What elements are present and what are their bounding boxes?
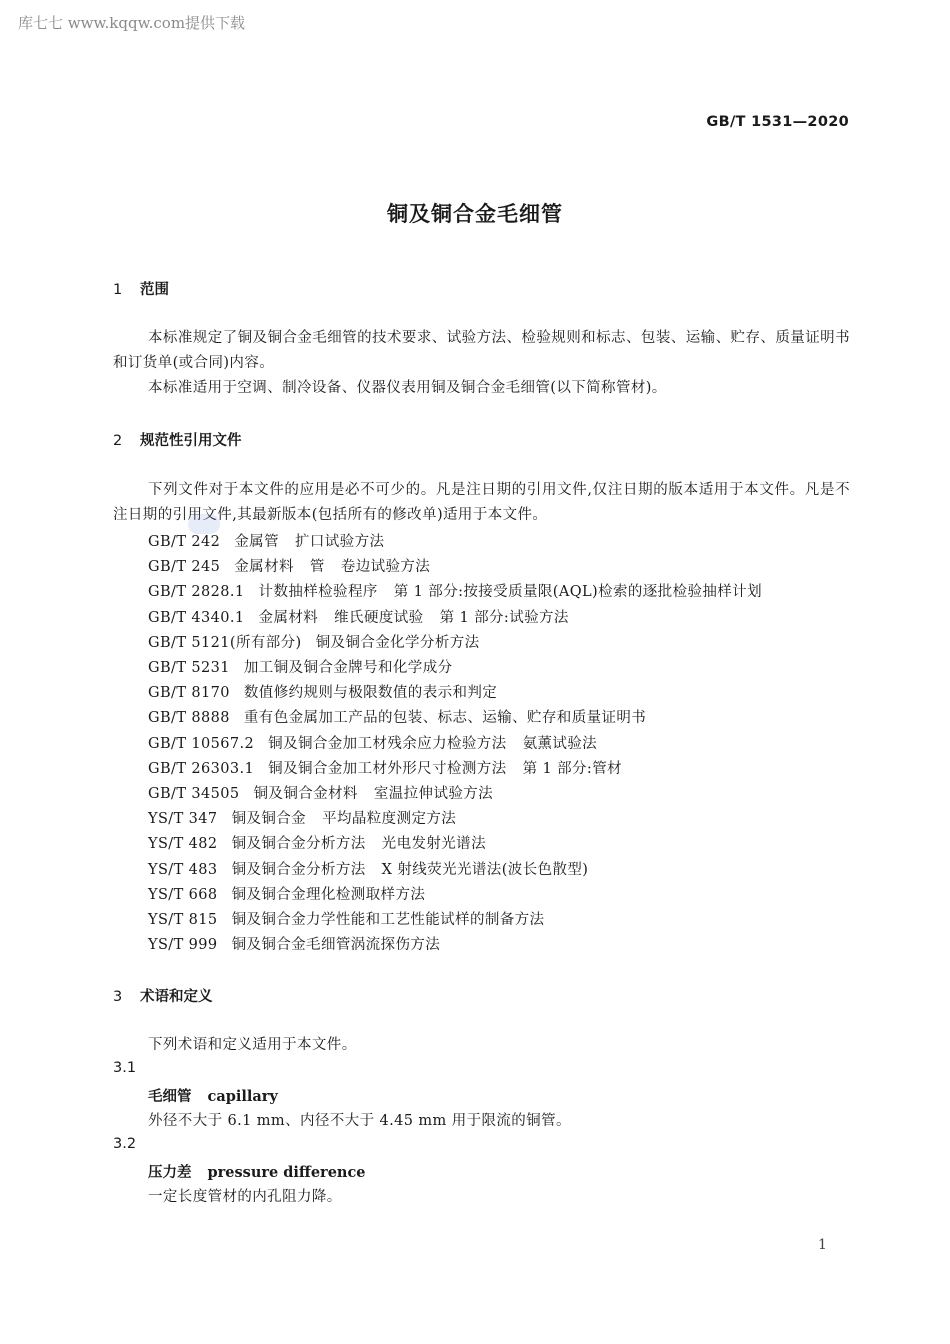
- reference-code: YS/T 999: [148, 937, 218, 954]
- section-number: 1: [113, 282, 123, 298]
- reference-title-part: 铜及铜合金材料: [253, 786, 358, 802]
- term-chinese: 毛细管: [148, 1089, 192, 1105]
- reference-title-part: 铜及铜合金加工材残余应力检验方法: [268, 735, 507, 752]
- reference-title-part: 铜及铜合金力学性能和工艺性能试样的制备方法: [231, 912, 545, 928]
- reference-title-part: 氨薰试验法: [522, 735, 598, 752]
- section-1-heading: [113, 278, 169, 299]
- reference-item: [148, 606, 569, 627]
- reference-title-part: 第 1 部分:管材: [522, 760, 623, 777]
- watermark-text: 库七七 www.kqqw.com提供下载: [18, 14, 246, 32]
- section-2-paragraph-1: 下列文件对于本文件的应用是必不可少的。凡是注日期的引用文件,仅注日期的版本适用于本文件。凡是不注日期的引用文件,其最新版本(包括所有的修改单)适用于本文件。: [113, 482, 850, 523]
- reference-item: [148, 807, 456, 828]
- reference-code: GB/T 8170: [148, 685, 230, 702]
- reference-title-part: 铜及铜合金加工材外形尺寸检测方法: [268, 760, 507, 777]
- section-title: 术语和定义: [140, 989, 213, 1005]
- reference-item: [148, 757, 622, 778]
- section-number: 3: [113, 989, 123, 1005]
- reference-title-part: 重有色金属加工产品的包装、标志、运输、贮存和质量证明书: [243, 710, 647, 727]
- reference-item: [148, 883, 425, 904]
- term-3-1-number: 3.1: [113, 1060, 137, 1076]
- reference-title-part: 金属管: [234, 534, 279, 550]
- reference-title-part: X 射线荧光光谱法(波长色散型): [381, 861, 589, 878]
- reference-title-part: 第 1 部分:按接受质量限(AQL)检索的逐批检验抽样计划: [393, 584, 762, 601]
- section-3-paragraph-1: 下列术语和定义适用于本文件。: [148, 1037, 357, 1053]
- reference-item: [148, 908, 544, 929]
- reference-code: YS/T 815: [148, 912, 218, 928]
- reference-item: [148, 555, 430, 576]
- term-3-2: [148, 1161, 366, 1182]
- reference-title-part: 铜及铜合金毛细管涡流探伤方法: [231, 937, 441, 954]
- reference-code: GB/T 5231: [148, 660, 230, 676]
- reference-item: [148, 681, 497, 702]
- reference-title-part: 铜及铜合金分析方法: [231, 861, 366, 878]
- reference-item: [148, 580, 762, 601]
- reference-title-part: 室温拉伸试验方法: [373, 786, 494, 802]
- section-title: 规范性引用文件: [140, 433, 242, 449]
- reference-item: [148, 782, 493, 803]
- term-english: pressure difference: [207, 1164, 366, 1181]
- reference-item: [148, 832, 486, 853]
- term-english: capillary: [207, 1088, 278, 1105]
- page-number: 1: [818, 1237, 827, 1253]
- section-1-paragraph-1: 本标准规定了铜及铜合金毛细管的技术要求、试验方法、检验规则和标志、包装、运输、贮存、质量证明书和订货单(或合同)内容。: [113, 330, 850, 371]
- section-1-paragraph-2: 本标准适用于空调、制冷设备、仪器仪表用铜及铜合金毛细管(以下简称管材)。: [148, 380, 667, 396]
- reference-title-part: 铜及铜合金: [231, 811, 307, 828]
- reference-code: GB/T 2828.1: [148, 584, 245, 601]
- section-title: 范围: [140, 282, 169, 298]
- reference-code: GB/T 5121(所有部分): [148, 634, 302, 651]
- reference-code: YS/T 668: [148, 886, 218, 903]
- reference-title-part: 铜及铜合金理化检测取样方法: [231, 886, 426, 903]
- reference-title-part: 金属材料: [234, 559, 294, 576]
- reference-title-part: 平均晶粒度测定方法: [322, 811, 457, 828]
- reference-code: YS/T 483: [148, 861, 218, 878]
- term-3-2-definition: 一定长度管材的内孔阻力降。: [148, 1189, 342, 1205]
- reference-title-part: 卷边试验方法: [340, 559, 431, 576]
- reference-code: GB/T 26303.1: [148, 760, 255, 777]
- reference-code: GB/T 34505: [148, 786, 240, 802]
- section-number: 2: [113, 433, 123, 449]
- reference-title-part: 金属材料: [258, 609, 319, 626]
- reference-title-part: 扩口试验方法: [294, 534, 385, 550]
- reference-title-part: 第 1 部分:试验方法: [439, 609, 569, 626]
- reference-item: [148, 656, 453, 677]
- reference-title-part: 计数抽样检验程序: [258, 584, 378, 601]
- reference-item: [148, 858, 588, 879]
- term-3-2-number: 3.2: [113, 1136, 137, 1152]
- reference-code: GB/T 10567.2: [148, 735, 255, 752]
- reference-code: GB/T 242: [148, 534, 221, 550]
- document-title: 铜及铜合金毛细管: [387, 202, 563, 226]
- reference-item: [148, 732, 597, 753]
- reference-item: [148, 530, 384, 551]
- term-3-1-definition: 外径不大于 6.1 mm、内径不大于 4.45 mm 用于限流的铜管。: [148, 1113, 571, 1129]
- reference-title-part: 数值修约规则与极限数值的表示和判定: [243, 685, 498, 702]
- reference-code: YS/T 482: [148, 836, 218, 853]
- reference-item: [148, 631, 480, 652]
- reference-title-part: 铜及铜合金分析方法: [231, 836, 366, 853]
- term-chinese: 压力差: [148, 1165, 192, 1181]
- reference-item: [148, 706, 646, 727]
- reference-code: GB/T 4340.1: [148, 609, 245, 626]
- section-2-heading: [113, 429, 242, 450]
- reference-title-part: 维氏硬度试验: [334, 609, 424, 626]
- term-3-1: [148, 1085, 278, 1106]
- section-3-heading: [113, 985, 213, 1006]
- reference-code: GB/T 245: [148, 559, 221, 576]
- reference-title-part: 铜及铜合金化学分析方法: [315, 634, 480, 651]
- reference-title-part: 加工铜及铜合金牌号和化学成分: [243, 660, 453, 676]
- reference-code: GB/T 8888: [148, 710, 230, 727]
- reference-code: YS/T 347: [148, 811, 218, 828]
- standard-code: GB/T 1531—2020: [706, 114, 849, 130]
- reference-item: [148, 933, 440, 954]
- reference-title-part: 光电发射光谱法: [381, 836, 486, 853]
- reference-title-part: 管: [309, 559, 325, 576]
